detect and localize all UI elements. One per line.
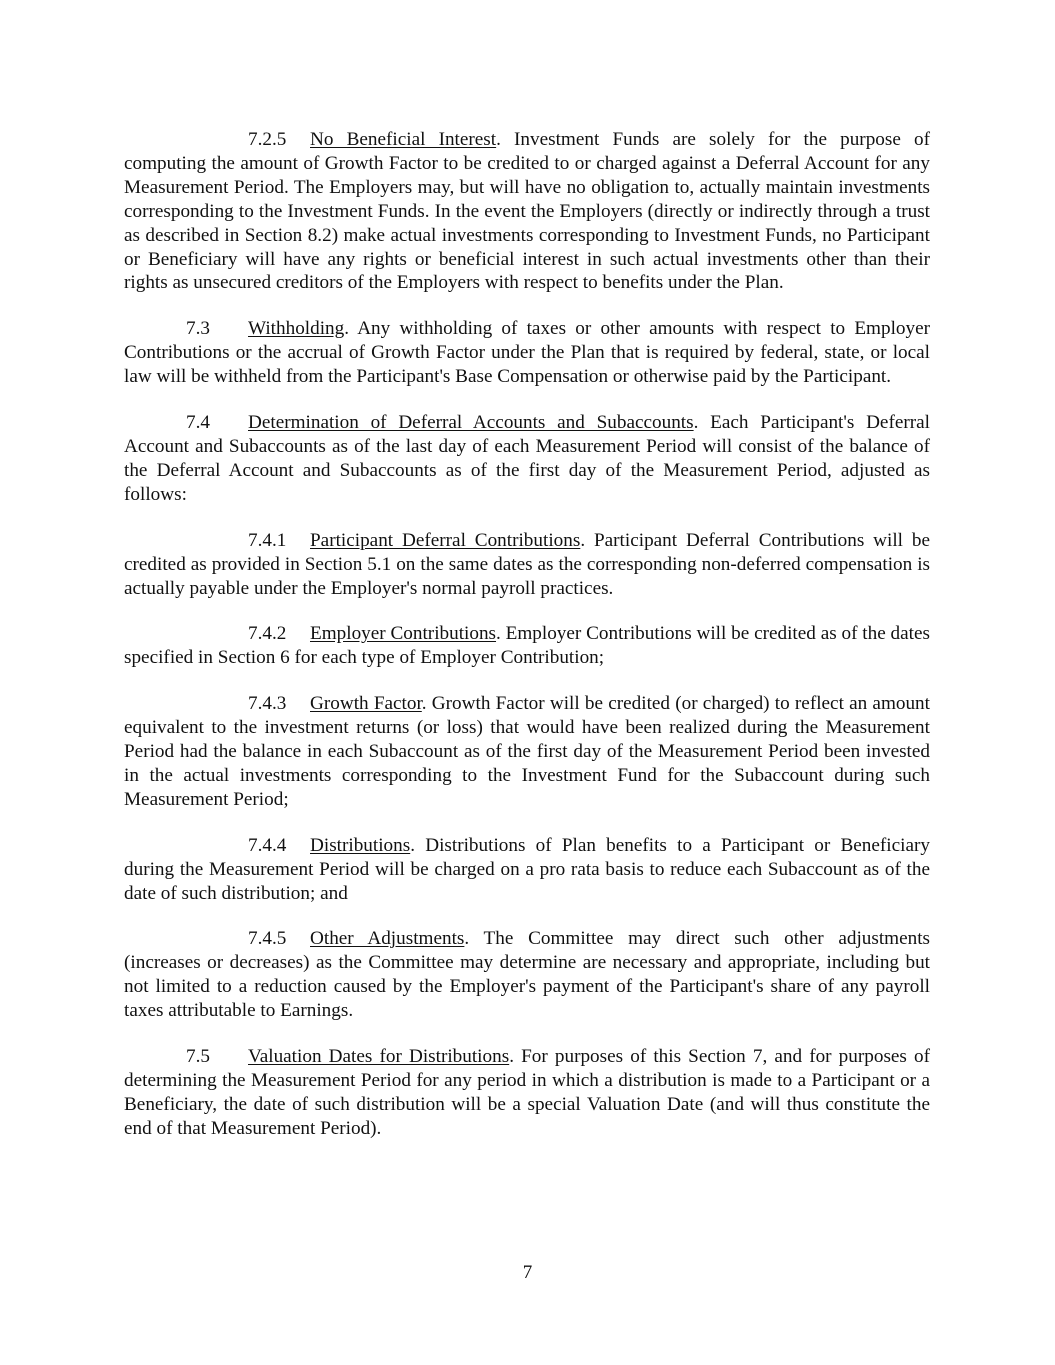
- section-number: 7.5: [186, 1046, 210, 1068]
- page-number: 7: [522, 1262, 533, 1283]
- section-body: . Any withholding of taxes or other amounts with respect to Employer Contributions or the accrual of Growth Factor under the Plan that is required by federal, state, or local law will be withheld from the Participant's Base Compensation or otherwise paid by the Participant.: [124, 318, 930, 388]
- section-body: . Employer Contributions will be credited as of the dates specified in Section 6 for each type of Employer Contribution;: [124, 623, 930, 669]
- section-heading: Growth Factor: [310, 693, 422, 715]
- paragraph-7-3: [124, 317, 930, 389]
- section-number: 7.4.2: [248, 623, 287, 645]
- section-body: . The Committee may direct such other adjustments (increases or decreases) as the Committee may determine are necessary and appropriate, including but not limited to a reduction caused by the Employer's payment of the Participant's share of any payroll taxes attributable to Earnings.: [124, 928, 930, 1022]
- section-heading: Other Adjustments: [310, 928, 465, 950]
- section-heading: Employer Contributions: [310, 623, 497, 645]
- section-heading: Participant Deferral Contributions: [310, 529, 581, 551]
- section-number: 7.4.3: [248, 693, 287, 715]
- section-body: . Investment Funds are solely for the purpose of computing the amount of Growth Factor to be credited to or charged against a Deferral Account for any Measurement Period. The Employers may, but will have no obligation to, actually maintain investments corresponding to the Investment Funds. In the event the Employers (directly or indirectly through a trust as described in Section 8.2) make actual investments corresponding to Investment Funds, no Participant or Beneficiary will have any rights or beneficial interest in such actual investments other than their rights as unsecured creditors of the Employers with respect to benefits under the Plan.: [124, 129, 930, 294]
- section-heading: Withholding: [248, 318, 345, 340]
- section-heading: Determination of Deferral Accounts and Subaccounts: [248, 412, 694, 434]
- paragraph-7-4-4: [124, 834, 930, 906]
- section-number: 7.2.5: [248, 129, 287, 150]
- section-heading: Distributions: [310, 834, 411, 856]
- document-page: [124, 128, 930, 1163]
- section-body: . Participant Deferral Contributions will be credited as provided in Section 5.1 on the same dates as the corresponding non-deferred compensation is actually payable under the Employer's normal payroll practices.: [124, 529, 930, 599]
- section-heading: Valuation Dates for Distributions: [248, 1046, 510, 1068]
- paragraph-7-4-1: [124, 529, 930, 601]
- section-number: 7.4.4: [248, 834, 287, 856]
- paragraph-7-4-5: [124, 927, 930, 1023]
- section-body: . Each Participant's Deferral Account and Subaccounts as of the last day of each Measurement Period will consist of the balance of the Deferral Account and Subaccounts as of the first day of the Measurement Period, adjusted as follows:: [124, 412, 930, 505]
- paragraph-7-4-3: [124, 692, 930, 812]
- paragraph-7-4: [124, 411, 930, 507]
- paragraph-7-4-2: [124, 622, 930, 670]
- section-body: . For purposes of this Section 7, and for purposes of determining the Measurement Period for any period in which a distribution is made to a Participant or a Beneficiary, the date of such distribution will be a special Valuation Date (and will thus constitute the end of that Measurement Period).: [124, 1046, 931, 1139]
- section-body: . Growth Factor will be credited (or charged) to reflect an amount equivalent to the investment returns (or loss) that would have been realized during the Measurement Period had the balance in each Subaccount as of the first day of the Measurement Period been invested in the actual investments corresponding to the Investment Fund for the Subaccount during such Measurement Period;: [124, 693, 930, 810]
- section-heading: No Beneficial Interest: [310, 129, 497, 150]
- paragraph-7-5: [124, 1045, 930, 1141]
- section-number: 7.4: [186, 412, 210, 434]
- section-body: . Distributions of Plan benefits to a Participant or Beneficiary during the Measurement Period will be charged on a pro rata basis to reduce each Subaccount as of the date of such distribution; and: [124, 834, 930, 904]
- section-number: 7.4.1: [248, 529, 287, 551]
- section-number: 7.3: [186, 318, 210, 340]
- section-number: 7.4.5: [248, 928, 287, 950]
- paragraph-7-2-5: [124, 128, 930, 295]
